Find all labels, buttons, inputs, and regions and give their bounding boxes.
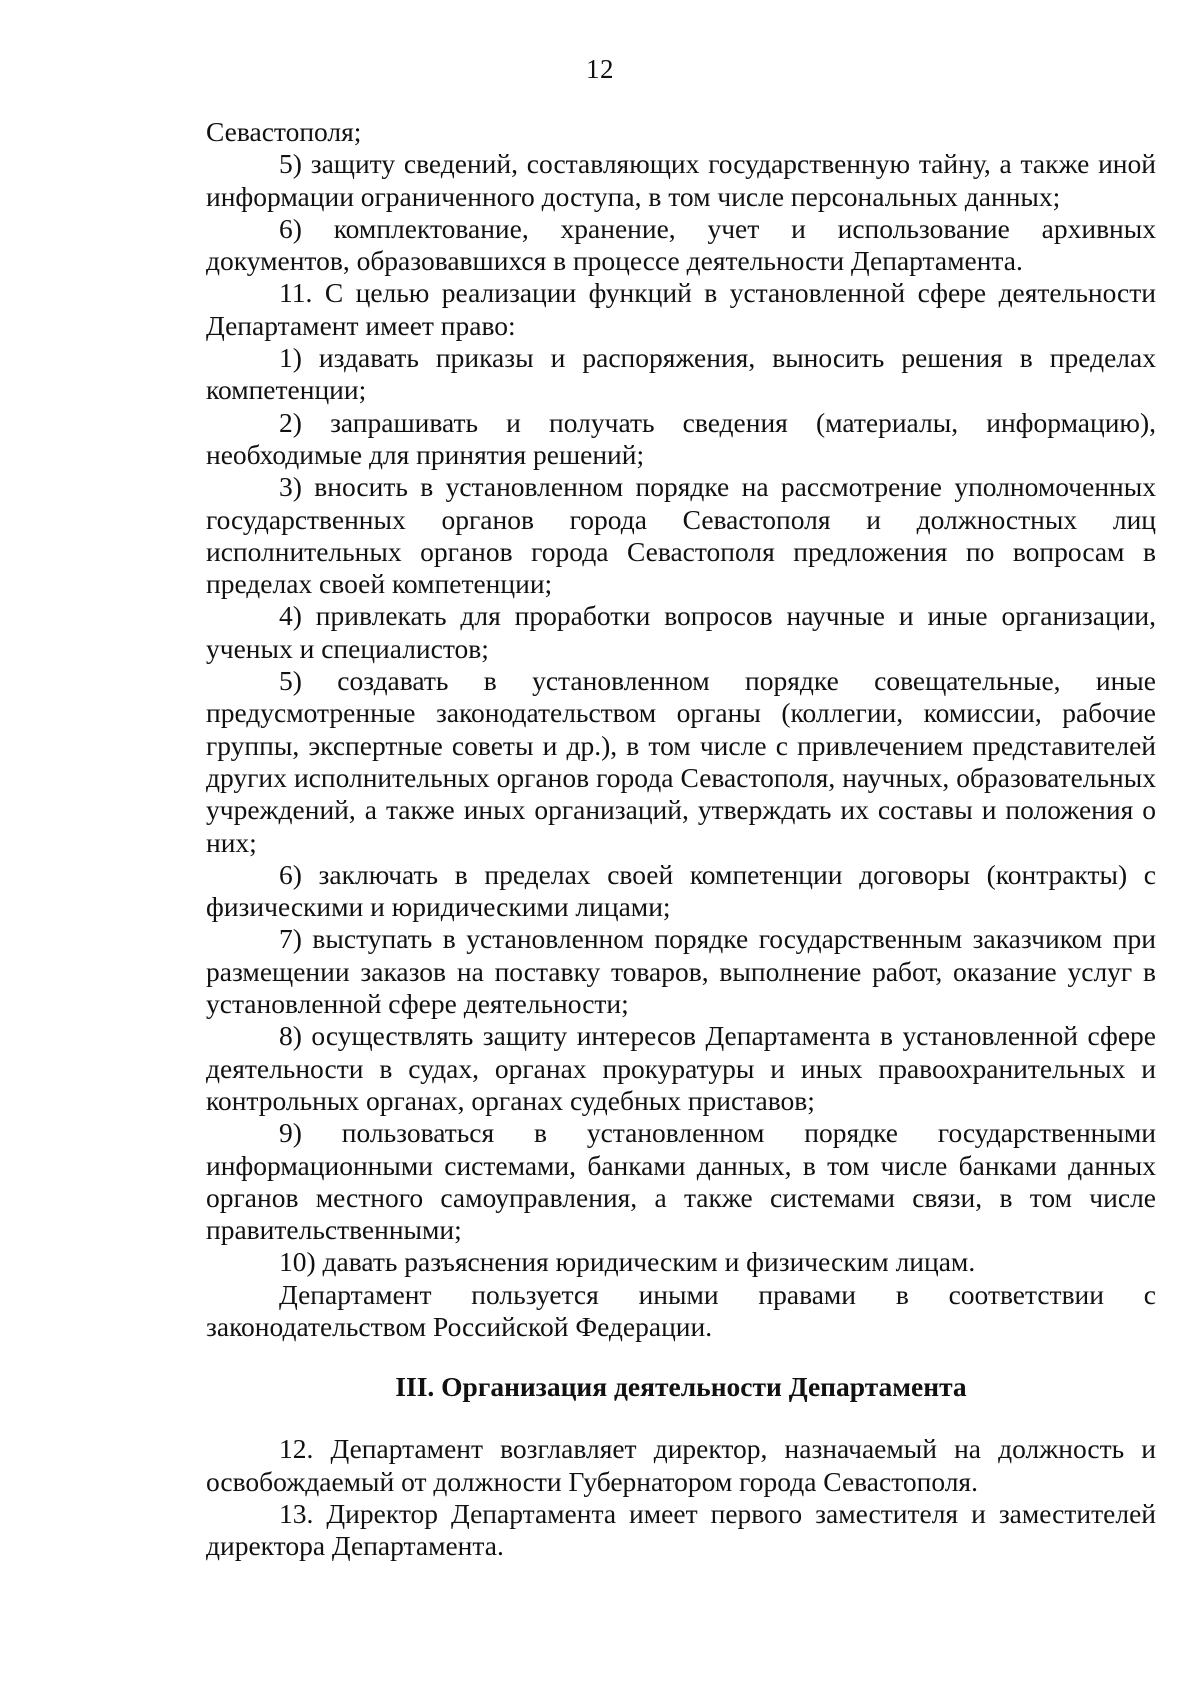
paragraphs-before [206,116,1156,1343]
paragraph: 3) вносить в установленном порядке на рассмотрение уполномоченных государственных органов города Севастополя и должностных лиц исполнительных органов города Севастополя предложения по вопросам в пределах своей компетенции; [206,471,1156,600]
page-number: 12 [586,54,614,84]
paragraph: 12. Департамент возглавляет директор, назначаемый на должность и освобождаемый от должности Губернатором города Севастополя. [206,1433,1156,1497]
paragraph: 1) издавать приказы и распоряжения, выносить решения в пределах компетенции; [206,342,1156,406]
paragraph: 6) комплектование, хранение, учет и использование архивных документов, образовавшихся в процессе деятельности Департамента. [206,212,1156,277]
paragraph: 9) пользоваться в установленном порядке государственными информационными системами, банками данных, в том числе банками данных органов местного самоуправления, а также системами связи, в том числе правительственными; [206,1117,1156,1246]
paragraph: 5) создавать в установленном порядке совещательные, иные предусмотренные законодательством органы (коллегии, комиссии, рабочие группы, экспертные советы и др.), в том числе с привлечением представителей других исполнительных органов города Севастополя, научных, образовательных учреждений, а также иных организаций, утверждать их составы и положения о них; [206,665,1156,858]
paragraph: 11. С целью реализации функций в установленной сфере деятельности Департамент имеет право: [206,277,1156,341]
paragraph: Департамент пользуется иными правами в соответствии с законодательством Российской Федерации. [206,1278,1156,1342]
paragraph: 2) запрашивать и получать сведения (материалы, информацию), необходимые для принятия решений; [206,406,1156,470]
paragraph: 5) защиту сведений, составляющих государственную тайну, а также иной информации ограниченного доступа, в том числе персональных данных; [206,148,1156,212]
paragraphs-after [206,1433,1156,1562]
paragraph: 7) выступать в установленном порядке государственным заказчиком при размещении заказов на поставку товаров, выполнение работ, оказание услуг в установленной сфере деятельности; [206,923,1156,1020]
paragraph: Севастополя; [206,116,362,147]
paragraph: 6) заключать в пределах своей компетенции договоры (контракты) с физическими и юридическими лицами; [206,858,1156,923]
section-title: III. Организация деятельности Департамента [395,1371,967,1403]
paragraph: 4) привлекать для проработки вопросов научные и иные организации, ученых и специалистов; [206,600,1156,664]
document-body [206,116,1156,1562]
paragraph: 10) давать разъяснения юридическим и физическим лицам. [279,1246,976,1278]
paragraph: 13. Директор Департамента имеет первого заместителя и заместителей директора Департамента. [206,1497,1156,1562]
paragraph: 8) осуществлять защиту интересов Департамента в установленной сфере деятельности в судах, органах прокуратуры и иных правоохранительных и контрольных органах, органах судебных приставов; [206,1020,1156,1116]
